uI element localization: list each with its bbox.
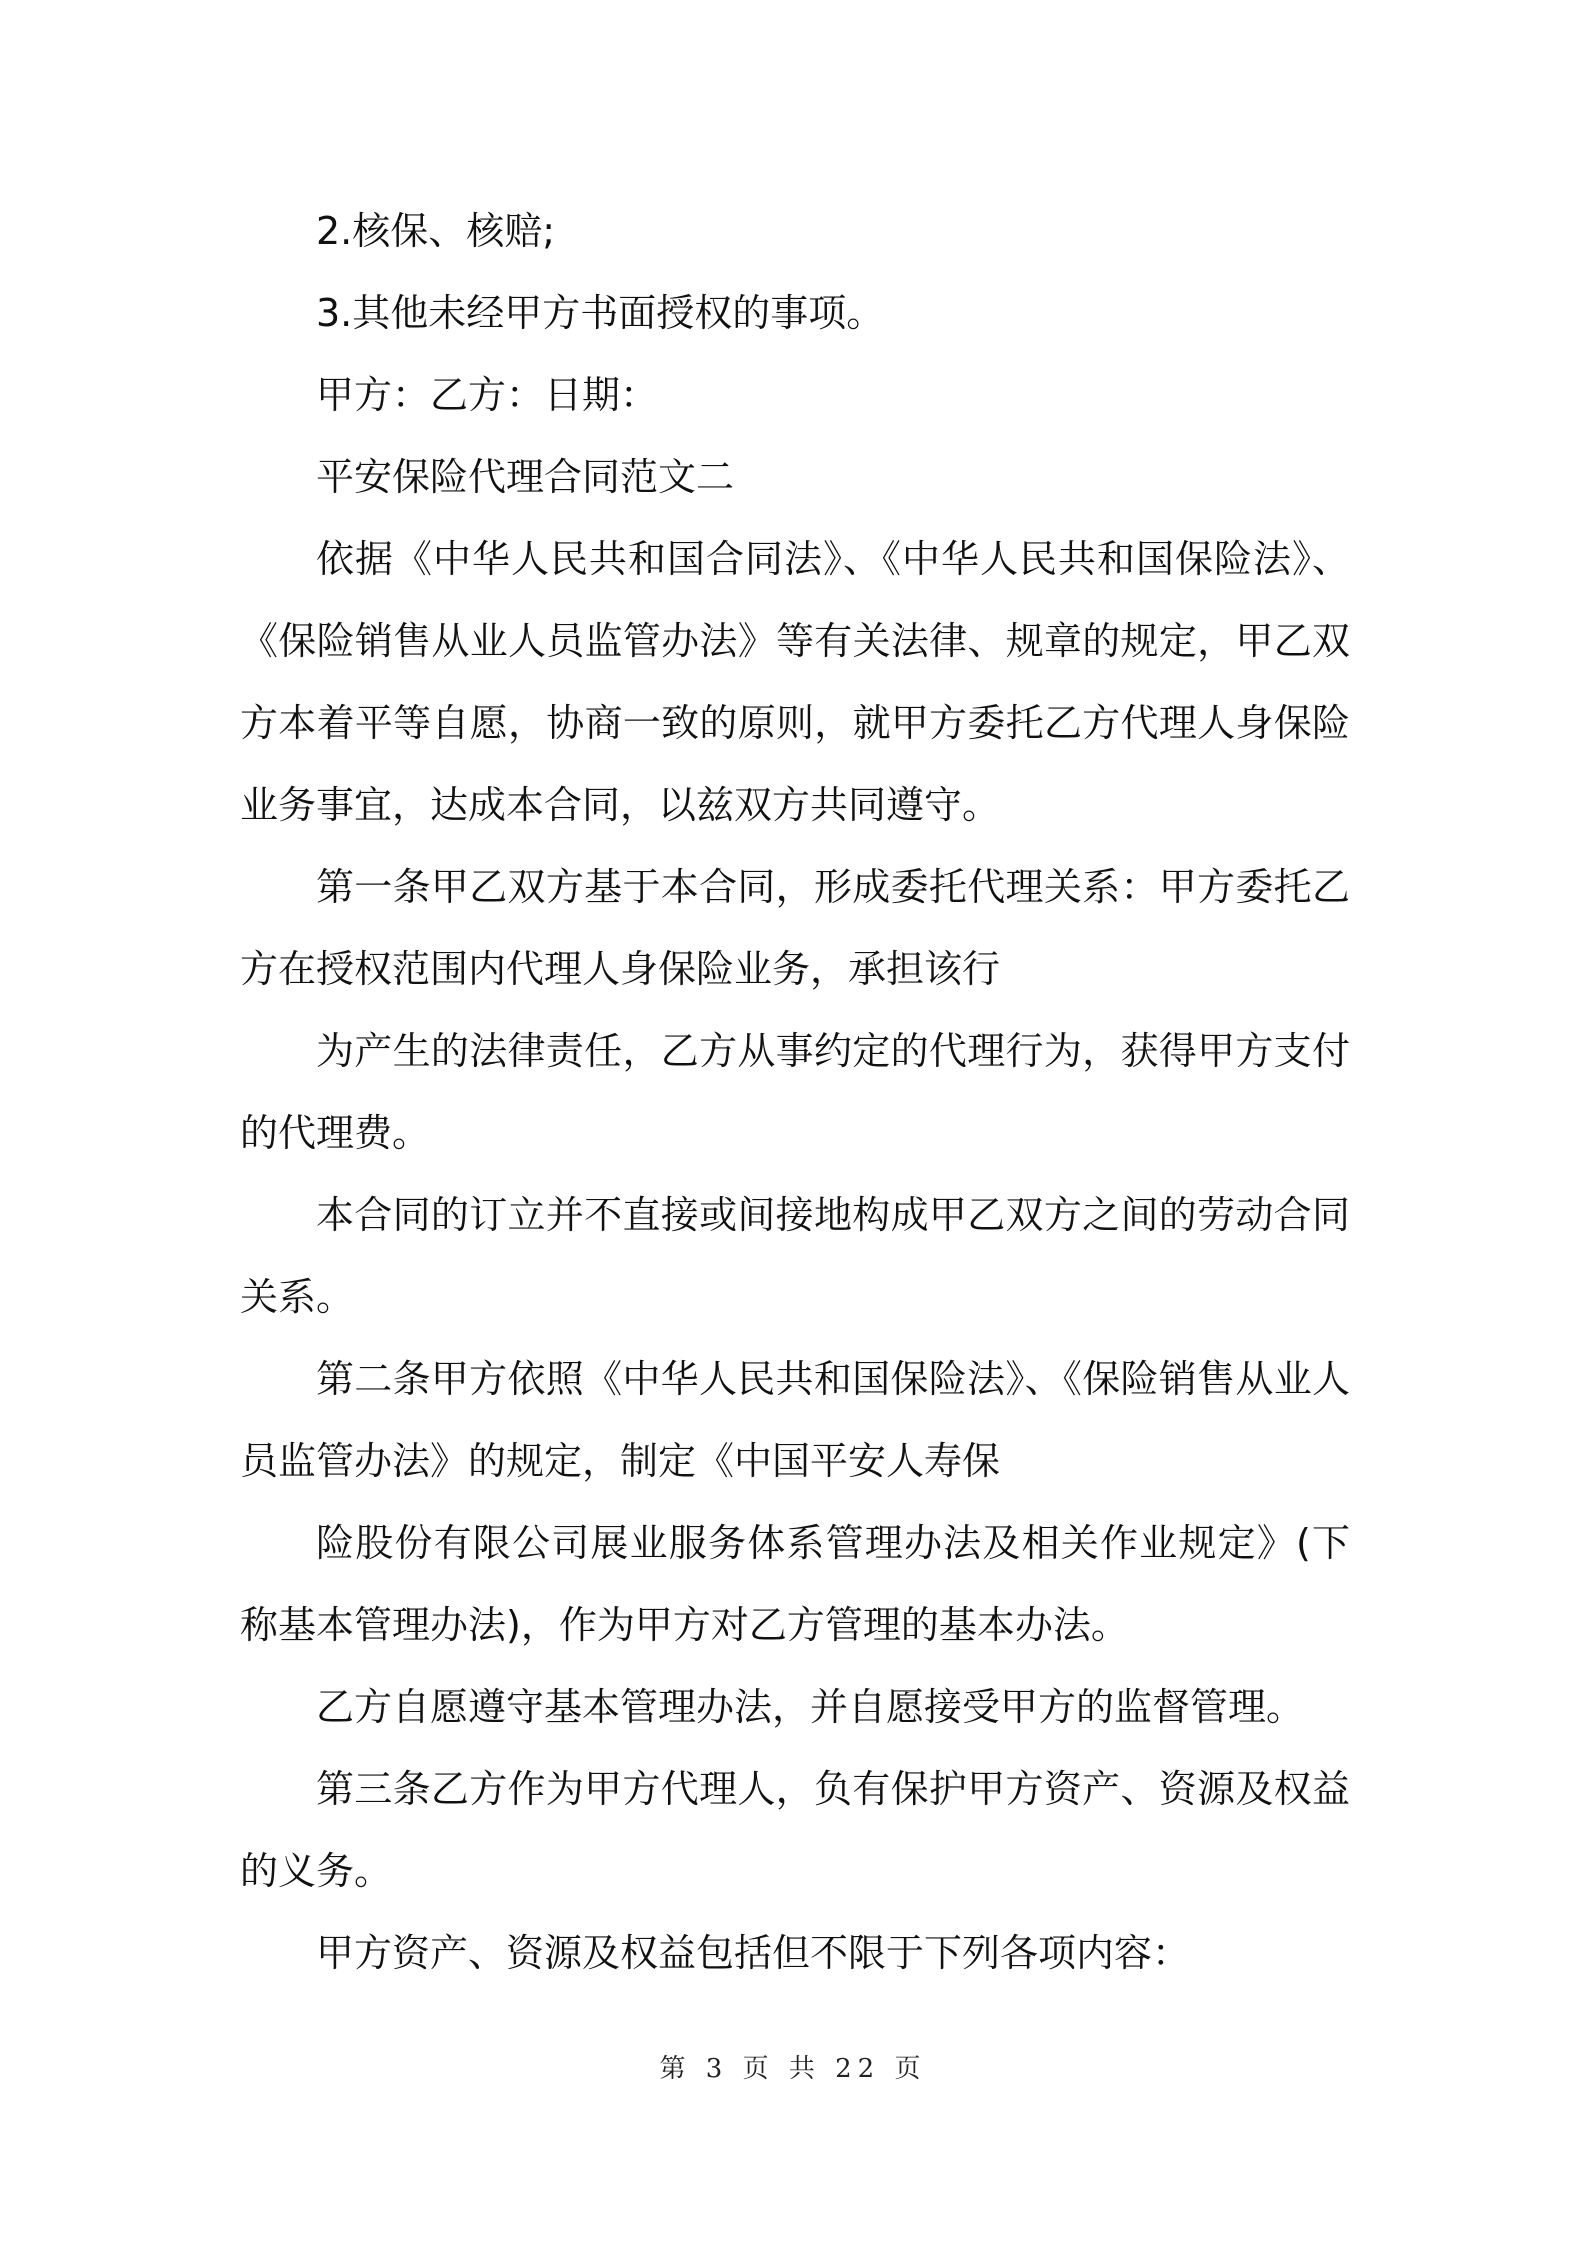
paragraph: 第三条乙方作为甲方代理人，负有保护甲方资产、资源及权益的义务。 [240, 1767, 1350, 1893]
paragraph: 第二条甲方依照《中华人民共和国保险法》、《保险销售从业人员监管办法》的规定，制定《中国平安人寿保 [240, 1357, 1350, 1483]
paragraph: 为产生的法律责任，乙方从事约定的代理行为，获得甲方支付的代理费。 [240, 1029, 1350, 1155]
paragraph: 2.核保、核赔; [316, 209, 556, 253]
paragraph: 险股份有限公司展业服务体系管理办法及相关作业规定》(下称基本管理办法)，作为甲方对乙方管理的基本办法。 [240, 1521, 1350, 1647]
paragraph: 乙方自愿遵守基本管理办法，并自愿接受甲方的监督管理。 [316, 1685, 1305, 1729]
paragraph: 甲方资产、资源及权益包括但不限于下列各项内容： [316, 1931, 1191, 1975]
paragraph: 3.其他未经甲方书面授权的事项。 [316, 291, 885, 335]
section-title: 平安保险代理合同范文二 [316, 455, 735, 499]
paragraph: 依据《中华人民共和国合同法》、《中华人民共和国保险法》、《保险销售从业人员监管办法》等有关法律、规章的规定，甲乙双方本着平等自愿，协商一致的原则，就甲方委托乙方代理人身保险业务事宜，达成本合同，以兹双方共同遵守。 [240, 537, 1350, 827]
paragraph: 甲方：乙方：日期： [316, 373, 659, 417]
paragraph: 第一条甲乙双方基于本合同，形成委托代理关系：甲方委托乙方在授权范围内代理人身保险业务，承担该行 [240, 865, 1350, 991]
paragraph: 本合同的订立并不直接或间接地构成甲乙双方之间的劳动合同关系。 [240, 1193, 1350, 1319]
page-number-footer: 第 3 页 共 22 页 [659, 2054, 927, 2084]
document-body [240, 190, 1350, 1994]
